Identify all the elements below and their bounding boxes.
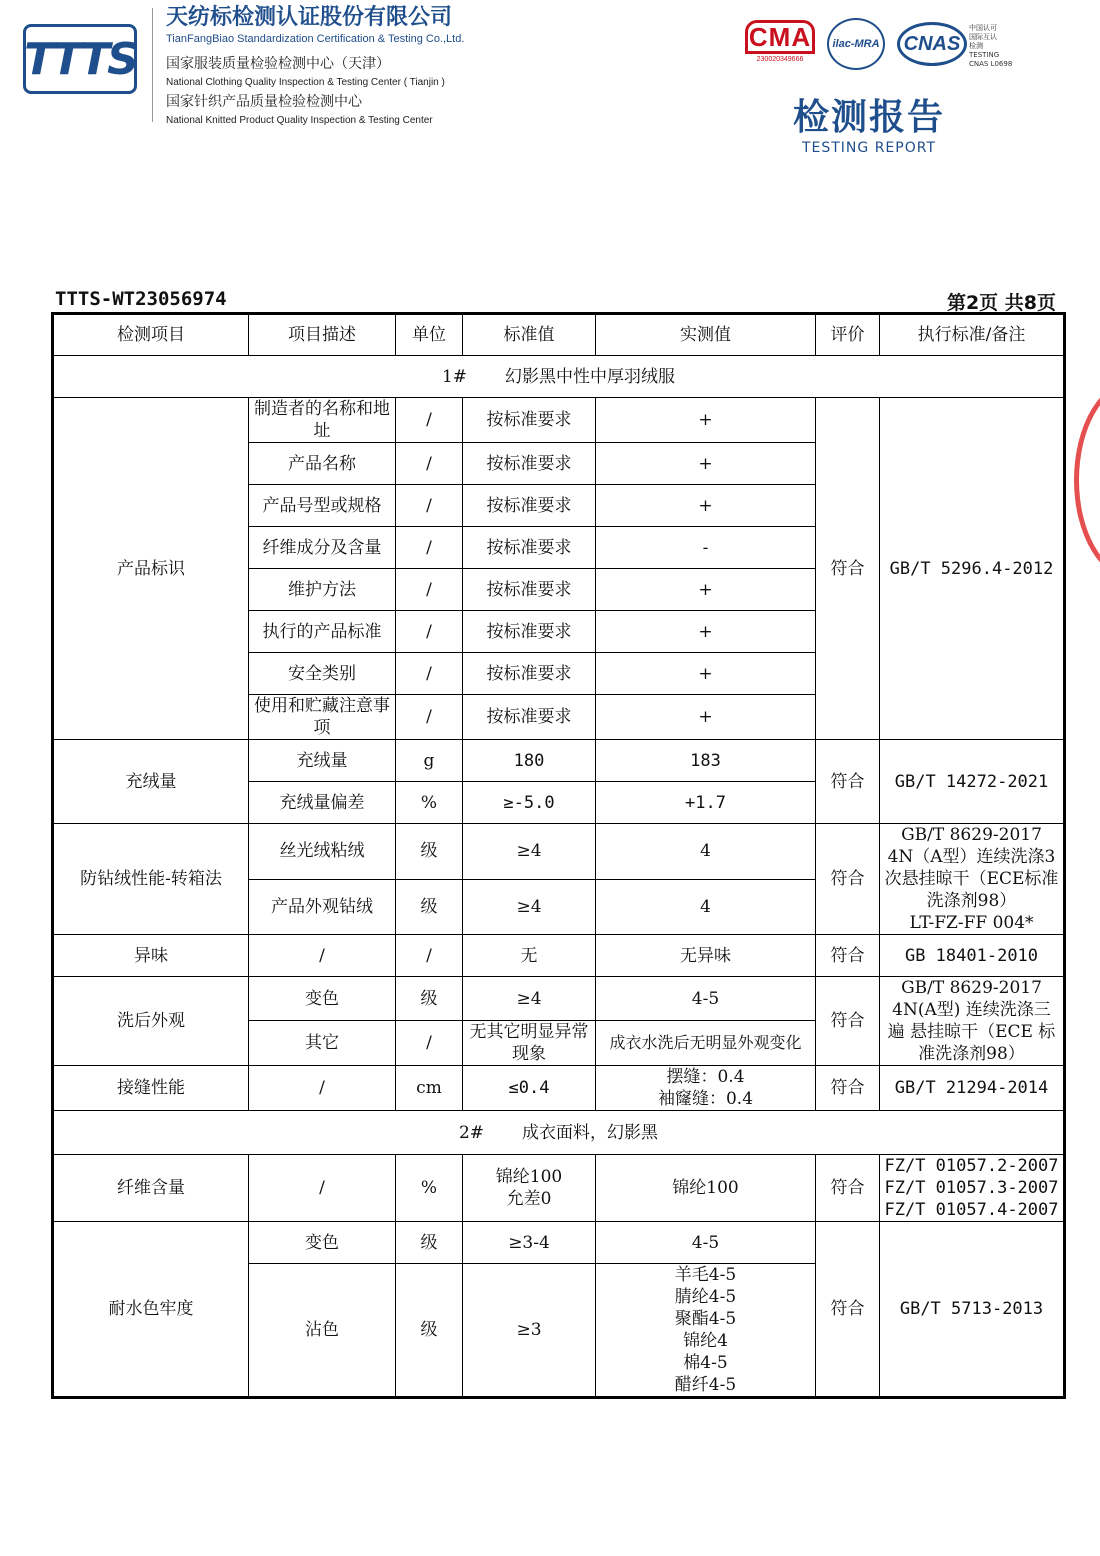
item-description: 其它: [249, 1021, 396, 1066]
remark-line: 准洗涤剂98）: [918, 1044, 1025, 1064]
unit: /: [396, 611, 463, 653]
column-header: 标准值: [463, 314, 596, 356]
standard-remark: GB 18401-2010: [880, 935, 1065, 977]
cnas-caption-line: TESTING: [969, 51, 1000, 59]
measured-value: 4: [596, 879, 816, 935]
company-name-cn: 天纺标检测认证股份有限公司: [166, 5, 453, 30]
standard-value: ≥3-4: [463, 1222, 596, 1264]
standard-value: 180: [463, 740, 596, 782]
value-line: 聚酯4-5: [674, 1309, 737, 1329]
section-number: 2#: [458, 1122, 485, 1143]
standard-remark: [880, 1155, 1065, 1222]
standard-value: 无: [463, 935, 596, 977]
standard-value: 按标准要求: [463, 443, 596, 485]
report-number: TTTS-WT23056974: [55, 288, 227, 310]
value-line: 棉4-5: [683, 1353, 728, 1373]
center2-name-cn: 国家针织产品质量检验检测中心: [166, 94, 362, 110]
standard-value: 无其它明显异常现象: [463, 1021, 596, 1066]
measured-value: -: [596, 527, 816, 569]
evaluation: 符合: [816, 740, 880, 824]
standard-value: ≥4: [463, 977, 596, 1021]
section-name: 幻影黑中性中厚羽绒服: [505, 366, 676, 387]
measured-value: +: [596, 653, 816, 695]
remark-line: GB/T 8629-2017: [901, 978, 1042, 998]
cnas-caption-line: 检测: [969, 42, 983, 50]
test-item: 产品标识: [53, 398, 249, 740]
table-row: [53, 824, 1065, 880]
measured-value: +: [596, 695, 816, 740]
item-description: 沾色: [249, 1264, 396, 1398]
cnas-caption-line: 中国认可: [969, 24, 997, 32]
standard-value: ≥3: [463, 1264, 596, 1398]
section-title: [53, 1111, 1065, 1155]
unit: /: [396, 569, 463, 611]
certification-logos: [745, 18, 1035, 72]
cnas-caption-line: 国际互认: [969, 33, 997, 41]
value-line: 允差0: [506, 1189, 552, 1209]
measured-value: [596, 1264, 816, 1398]
company-info: [166, 4, 464, 128]
unit: /: [396, 443, 463, 485]
unit: cm: [396, 1066, 463, 1111]
item-description: 产品号型或规格: [249, 485, 396, 527]
unit: %: [396, 1155, 463, 1222]
test-results-table: [51, 312, 1066, 1399]
cnas-logo: [897, 22, 967, 66]
standard-value: 按标准要求: [463, 611, 596, 653]
column-header: 执行标准/备注: [880, 314, 1065, 356]
measured-value: 4: [596, 824, 816, 880]
standard-remark: [880, 977, 1065, 1066]
cnas-caption: [969, 24, 1012, 69]
item-description: /: [249, 1066, 396, 1111]
ilac-text: ilac-MRA: [832, 38, 880, 50]
center2-name-en: National Knitted Product Quality Inspection & Testing Center: [166, 115, 433, 126]
standard-value: 按标准要求: [463, 695, 596, 740]
section-row: [53, 1111, 1065, 1155]
center1-name-en: National Clothing Quality Inspection & Testing Center ( Tianjin ): [166, 77, 445, 88]
value-line: 摆缝：0.4: [666, 1067, 745, 1087]
header-divider: [152, 8, 153, 122]
column-header: 单位: [396, 314, 463, 356]
standard-value: 按标准要求: [463, 398, 596, 443]
standard-value: 按标准要求: [463, 527, 596, 569]
cma-mark: CMA: [745, 20, 815, 54]
evaluation: 符合: [816, 935, 880, 977]
item-description: 产品名称: [249, 443, 396, 485]
remark-line: 次悬挂晾干（ECE标准: [884, 869, 1059, 889]
unit: /: [396, 398, 463, 443]
item-description: 充绒量偏差: [249, 782, 396, 824]
table-header-row: [53, 314, 1065, 356]
evaluation: 符合: [816, 824, 880, 935]
logo-text: TTTS: [24, 33, 136, 85]
item-description: 使用和贮藏注意事项: [249, 695, 396, 740]
measured-value: 4-5: [596, 1222, 816, 1264]
standard-remark: [880, 824, 1065, 935]
section-title: [53, 356, 1065, 398]
remark-line: 4N（A型）连续洗涤3: [887, 847, 1056, 867]
standard-remark: GB/T 14272-2021: [880, 740, 1065, 824]
item-description: 纤维成分及含量: [249, 527, 396, 569]
measured-value: +1.7: [596, 782, 816, 824]
value-line: 腈纶4-5: [674, 1287, 737, 1307]
unit: /: [396, 935, 463, 977]
item-description: 执行的产品标准: [249, 611, 396, 653]
measured-value: +: [596, 398, 816, 443]
evaluation: 符合: [816, 398, 880, 740]
ilac-mra-logo: [827, 18, 885, 70]
item-description: 变色: [249, 977, 396, 1021]
measured-value: +: [596, 569, 816, 611]
item-description: 丝光绒粘绒: [249, 824, 396, 880]
unit: 级: [396, 879, 463, 935]
unit: 级: [396, 977, 463, 1021]
value-line: 袖窿缝：0.4: [657, 1089, 754, 1109]
test-item: 充绒量: [53, 740, 249, 824]
measured-value: 锦纶100: [596, 1155, 816, 1222]
remark-line: FZ/T 01057.2-2007: [884, 1156, 1059, 1176]
test-item: 异味: [53, 935, 249, 977]
remark-line: 洗涤剂98）: [926, 891, 1017, 911]
column-header: 检测项目: [53, 314, 249, 356]
unit: /: [396, 653, 463, 695]
table-row: [53, 935, 1065, 977]
table-row: [53, 1066, 1065, 1111]
standard-value: 按标准要求: [463, 485, 596, 527]
table-row: [53, 1155, 1065, 1222]
table-row: [53, 398, 1065, 443]
company-logo: [23, 24, 137, 94]
measured-value: 183: [596, 740, 816, 782]
test-item: 洗后外观: [53, 977, 249, 1066]
item-description: /: [249, 935, 396, 977]
standard-value: ≥-5.0: [463, 782, 596, 824]
measured-value: 4-5: [596, 977, 816, 1021]
measured-value: 无异味: [596, 935, 816, 977]
value-line: 醋纤4-5: [674, 1375, 737, 1395]
standard-value: ≤0.4: [463, 1066, 596, 1111]
cma-logo: [745, 20, 815, 63]
unit: 级: [396, 824, 463, 880]
evaluation: 符合: [816, 977, 880, 1066]
item-description: /: [249, 1155, 396, 1222]
table-row: [53, 977, 1065, 1021]
table-row: [53, 1222, 1065, 1264]
measured-value: +: [596, 611, 816, 653]
red-seal-stamp: [1074, 380, 1100, 580]
value-line: 锦纶100: [495, 1167, 563, 1187]
section-row: [53, 356, 1065, 398]
unit: /: [396, 527, 463, 569]
standard-remark: GB/T 5296.4-2012: [880, 398, 1065, 740]
item-description: 维护方法: [249, 569, 396, 611]
evaluation: 符合: [816, 1066, 880, 1111]
standard-value: 按标准要求: [463, 569, 596, 611]
page-info: 第2页 共8页: [946, 292, 1056, 314]
remark-line: LT-FZ-FF 004*: [909, 913, 1034, 933]
standard-remark: GB/T 21294-2014: [880, 1066, 1065, 1111]
remark-line: FZ/T 01057.4-2007: [884, 1200, 1059, 1220]
cnas-text: CNAS: [903, 32, 961, 55]
test-item: 耐水色牢度: [53, 1222, 249, 1398]
report-title-en: TESTING REPORT: [801, 140, 937, 156]
standard-value: ≥4: [463, 879, 596, 935]
column-header: 项目描述: [249, 314, 396, 356]
remark-line: FZ/T 01057.3-2007: [884, 1178, 1059, 1198]
value-line: 羊毛4-5: [674, 1265, 737, 1285]
column-header: 评价: [816, 314, 880, 356]
standard-value: 按标准要求: [463, 653, 596, 695]
unit: 级: [396, 1222, 463, 1264]
unit: %: [396, 782, 463, 824]
item-description: 制造者的名称和地址: [249, 398, 396, 443]
report-title: [786, 96, 952, 156]
center1-name-cn: 国家服装质量检验检测中心（天津）: [166, 56, 390, 72]
column-header: 实测值: [596, 314, 816, 356]
item-description: 变色: [249, 1222, 396, 1264]
test-item: 纤维含量: [53, 1155, 249, 1222]
unit: /: [396, 485, 463, 527]
unit: 级: [396, 1264, 463, 1398]
item-description: 充绒量: [249, 740, 396, 782]
item-description: 安全类别: [249, 653, 396, 695]
table-row: [53, 740, 1065, 782]
unit: /: [396, 695, 463, 740]
remark-line: 遍 悬挂晾干（ECE 标: [887, 1022, 1056, 1042]
section-number: 1#: [441, 366, 468, 387]
measured-value: +: [596, 485, 816, 527]
remark-line: 4N(A型) 连续洗涤三: [892, 1000, 1051, 1020]
company-name-en: TianFangBiao Standardization Certification & Testing Co.,Ltd.: [166, 33, 465, 45]
evaluation: 符合: [816, 1155, 880, 1222]
cma-number: 230020349666: [756, 56, 804, 63]
standard-value: ≥4: [463, 824, 596, 880]
unit: g: [396, 740, 463, 782]
unit: /: [396, 1021, 463, 1066]
test-item: 接缝性能: [53, 1066, 249, 1111]
evaluation: 符合: [816, 1222, 880, 1398]
test-item: 防钻绒性能-转箱法: [53, 824, 249, 935]
standard-value: [463, 1155, 596, 1222]
report-title-cn: 检测报告: [792, 97, 945, 138]
value-line: 锦纶4: [683, 1331, 728, 1351]
item-description: 产品外观钻绒: [249, 879, 396, 935]
remark-line: GB/T 8629-2017: [901, 825, 1042, 845]
measured-value: [596, 1066, 816, 1111]
section-name: 成衣面料，幻影黑: [522, 1122, 659, 1143]
standard-remark: GB/T 5713-2013: [880, 1222, 1065, 1398]
cnas-caption-line: CNAS L0698: [969, 60, 1013, 68]
measured-value: +: [596, 443, 816, 485]
measured-value: 成衣水洗后无明显外观变化: [596, 1021, 816, 1066]
